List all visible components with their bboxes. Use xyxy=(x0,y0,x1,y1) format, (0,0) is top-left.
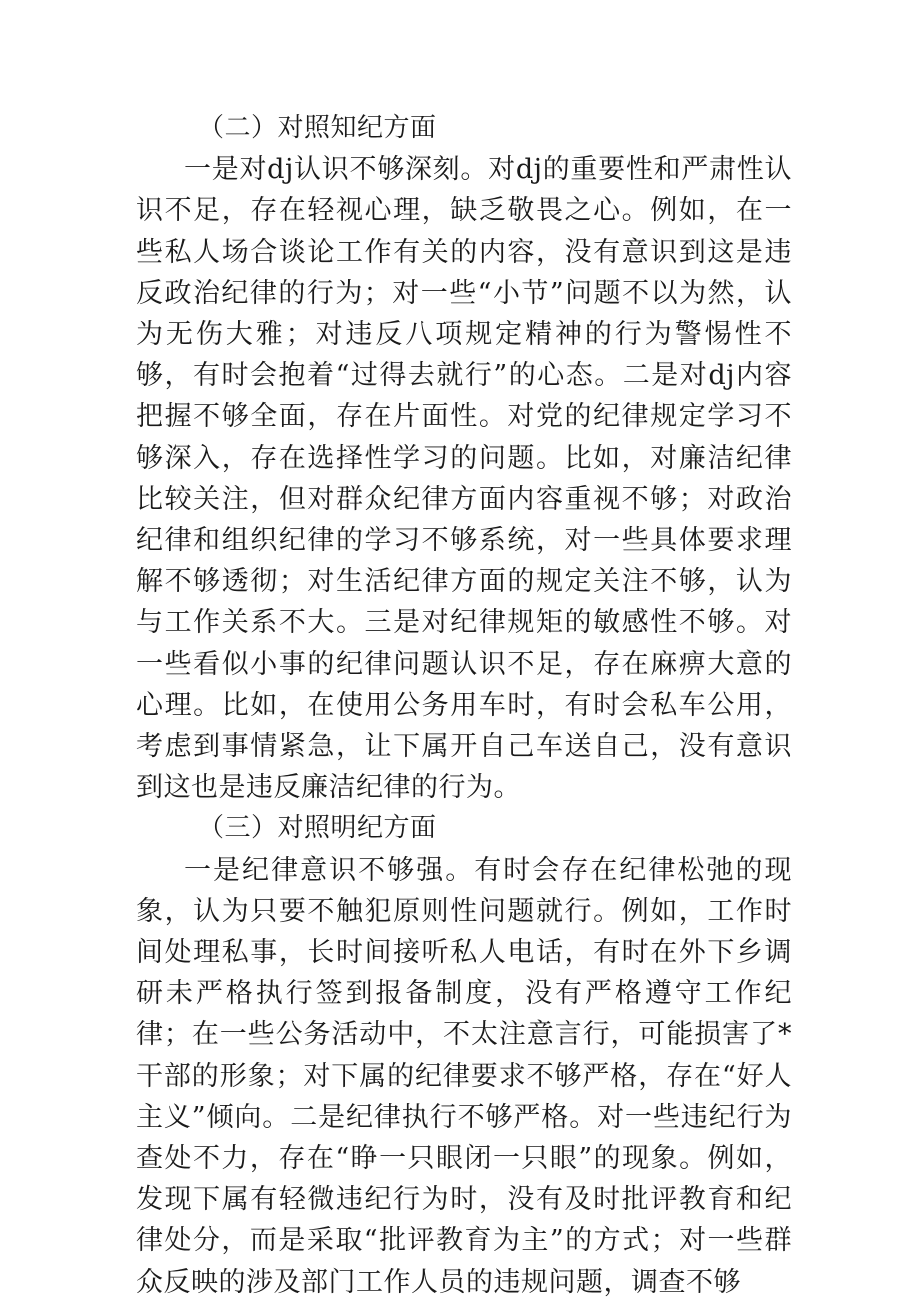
document-body xyxy=(136,108,792,1303)
section-heading-understanding-discipline: （三）对照明纪方面 xyxy=(198,813,437,844)
section-heading-knowing-discipline: （二）对照知纪方面 xyxy=(198,113,437,143)
body-paragraph: 一是纪律意识不够强。有时会存在纪律松弛的现象，认为只要不触犯原则性问题就行。例如，工作时间处理私事，长时间接听私人电话，有时在外下乡调研未严格执行签到报备制度，没有严格遵守工作纪律；在一些公务活动中，不太注意言行，可能损害了*干部的形象；对下属的纪律要求不够严格，存在“好人主义”倾向。二是纪律执行不够严格。对一些违纪行为查处不力，存在“睁一只眼闭一只眼”的现象。例如，发现下属有轻微违纪行为时，没有及时批评教育和纪律处分，而是采取“批评教育为主”的方式；对一些群众反映的涉及部门工作人员的违规问题，调查不够 xyxy=(136,854,792,1298)
body-paragraph: 一是对dj认识不够深刻。对dj的重要性和严肃性认识不足，存在轻视心理，缺乏敬畏之心。例如，在一些私人场合谈论工作有关的内容，没有意识到这是违反政治纪律的行为；对一些“小节”问题不以为然，认为无伤大雅；对违反八项规定精神的行为警惕性不够，有时会抱着“过得去就行”的心态。二是对dj内容把握不够全面，存在片面性。对党的纪律规定学习不够深入，存在选择性学习的问题。比如，对廉洁纪律比较关注，但对群众纪律方面内容重视不够；对政治纪律和组织纪律的学习不够系统，对一些具体要求理解不够透彻；对生活纪律方面的规定关注不够，认为与工作关系不大。三是对纪律规矩的敏感性不够。对一些看似小事的纪律问题认识不足，存在麻痹大意的心理。比如，在使用公务用车时，有时会私车公用，考虑到事情紧急，让下属开自己车送自己，没有意识到这也是违反廉洁纪律的行为。 xyxy=(136,154,792,804)
